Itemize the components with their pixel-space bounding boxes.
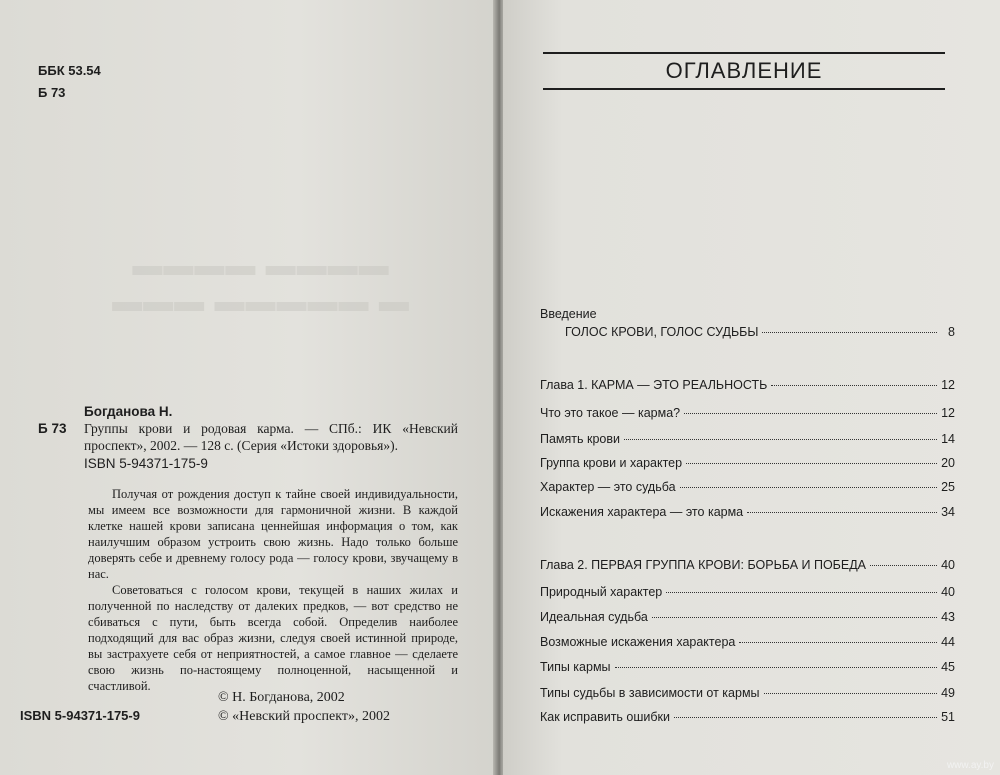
isbn-bottom: ISBN 5-94371-175-9 (20, 708, 140, 723)
leader-dots (674, 717, 937, 718)
watermark: www.ay.by (946, 760, 994, 771)
copyright-author: © Н. Богданова, 2002 (218, 690, 345, 705)
toc-entry (540, 480, 955, 498)
leader-dots (666, 592, 937, 593)
toc-entry-page: 12 (941, 406, 955, 420)
toc-entry-page: 51 (941, 710, 955, 724)
toc-entry (540, 406, 955, 424)
abstract-paragraph: Получая от рождения доступ к тайне своей индивидуальности, мы имеем все возможности для гармоничной жизни. В каждой клетке нашей крови записана ценнейшая информация о том, как наилучшим образом устроить свою жизнь. Надо только больше доверять себе и древнему голосу рода — голосу крови, звучащему в нас. (88, 487, 458, 581)
toc-entry-label: Возможные искажения характера (540, 635, 736, 649)
toc-entry-page: 34 (941, 505, 955, 519)
toc-entry-label: ГОЛОС КРОВИ, ГОЛОС СУДЬБЫ (565, 325, 759, 339)
leader-dots (771, 385, 937, 386)
toc-entry-page: 40 (941, 558, 955, 572)
leader-dots (652, 617, 937, 618)
toc-entry (540, 558, 955, 576)
abstract-paragraph: Советоваться с голосом крови, текущей в наших жилах и полученной по наследству от далеких предков, — вот средство не сбиваться с пути, быть всегда собой. Определив наиболее подходящий для вас образ жизни, следуя своей истинной природе, вы застрахуете себя от неприятностей, а самое главное — сделаете свою жизнь по-настоящему полноценной, насыщенной и счастливой. (88, 583, 458, 693)
toc-entry-label: Глава 2. ПЕРВАЯ ГРУППА КРОВИ: БОРЬБА И ПОБЕДА (540, 558, 867, 572)
author-index-top: Б 73 (38, 85, 66, 100)
toc-entry-label: Память крови (540, 432, 621, 446)
toc-entry (540, 660, 955, 678)
book-description: Группы крови и родовая карма. — СПб.: ИК «Невский проспект», 2002. — 128 с. (Серия «Истоки здоровья»). (84, 421, 458, 453)
toc-entry-page: 25 (941, 480, 955, 494)
toc-entry-label: Искажения характера — это карма (540, 505, 744, 519)
toc-entry (540, 456, 955, 474)
leader-dots (615, 667, 937, 668)
toc-entry (540, 710, 955, 728)
toc-entry-label: Типы кармы (540, 660, 611, 674)
title-rule-bottom (543, 88, 945, 90)
toc-entry-page: 8 (948, 325, 955, 339)
toc-entry (540, 432, 955, 450)
author-name: Богданова Н. (84, 404, 173, 419)
toc-entry-label: Что это такое — карма? (540, 406, 681, 420)
toc-entry-page: 40 (941, 585, 955, 599)
toc-entry (540, 635, 955, 653)
toc-entry-page: 14 (941, 432, 955, 446)
bbk-block (38, 60, 101, 104)
toc-entry (540, 585, 955, 603)
toc-entry-page: 20 (941, 456, 955, 470)
toc-entry (540, 686, 955, 704)
author-index: Б 73 (38, 421, 67, 436)
leader-dots (764, 693, 937, 694)
toc-entry (540, 505, 955, 523)
leader-dots (762, 332, 937, 333)
toc-entry-page: 45 (941, 660, 955, 674)
leader-dots (680, 487, 937, 488)
catalog-card (38, 403, 458, 694)
toc-entry-label: Глава 1. КАРМА — ЭТО РЕАЛЬНОСТЬ (540, 378, 768, 392)
copyright-block (218, 688, 390, 726)
isbn: ISBN 5-94371-175-9 (84, 456, 208, 471)
toc-entry-label: Идеальная судьба (540, 610, 648, 624)
toc-title: ОГЛАВЛЕНИЕ (665, 58, 823, 83)
toc-entry-label: Характер — это судьба (540, 480, 676, 494)
bbk-code: ББК 53.54 (38, 63, 101, 78)
toc-entry-page: 12 (941, 378, 955, 392)
leader-dots (739, 642, 937, 643)
leader-dots (747, 512, 937, 513)
show-through-text: ▬▬▬▬ ▬▬▬▬ ▬ ▬▬▬▬▬ ▬▬▬ (111, 249, 409, 318)
toc-entry-label: Группа крови и характер (540, 456, 683, 470)
leader-dots (684, 413, 937, 414)
toc-entry-page: 44 (941, 635, 955, 649)
leader-dots (686, 463, 937, 464)
left-page (0, 0, 497, 775)
abstract (88, 486, 458, 694)
toc-entry-page: 43 (941, 610, 955, 624)
toc-entry-label: Типы судьбы в зависимости от кармы (540, 686, 760, 700)
toc-entry (540, 378, 955, 396)
toc-entry-page: 49 (941, 686, 955, 700)
toc-entry-label: Природный характер (540, 585, 663, 599)
toc-entry (565, 325, 955, 343)
leader-dots (870, 565, 937, 566)
toc-entry-label: Как исправить ошибки (540, 710, 670, 724)
copyright-publisher: © «Невский проспект», 2002 (218, 709, 390, 724)
leader-dots (624, 439, 937, 440)
intro-label: Введение (540, 307, 597, 321)
title-rule-top (543, 52, 945, 54)
toc-entry (540, 610, 955, 628)
